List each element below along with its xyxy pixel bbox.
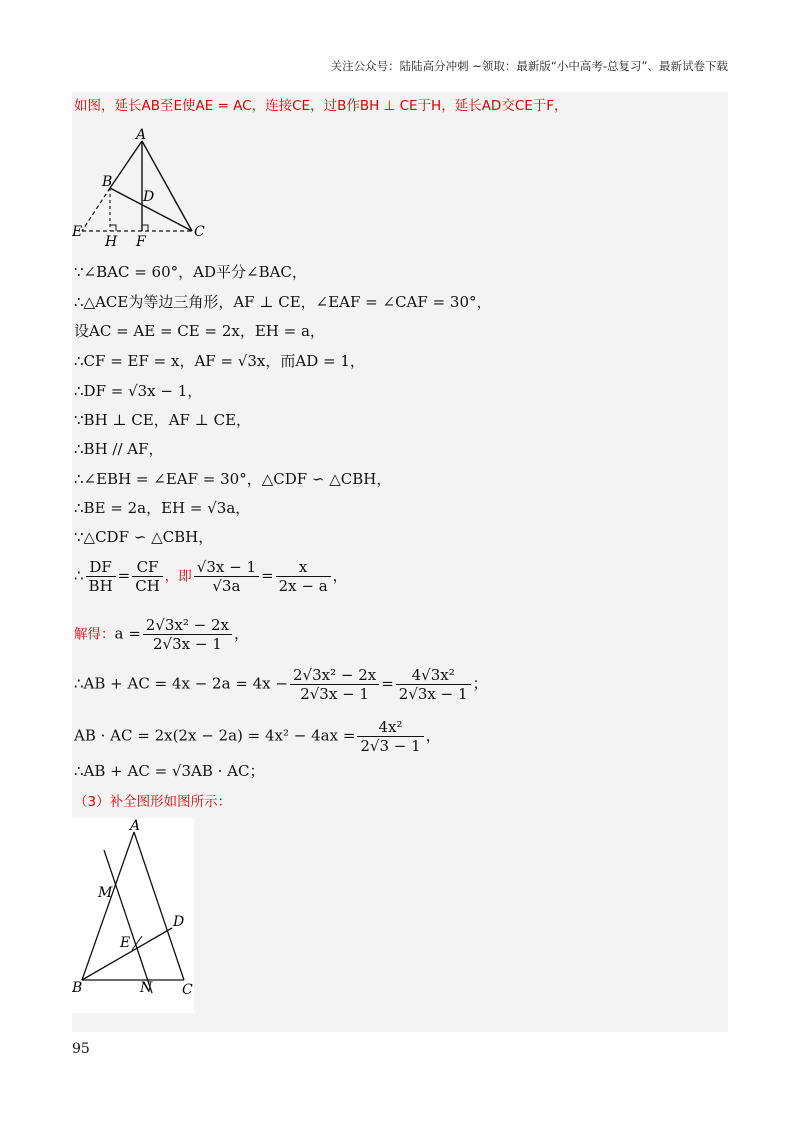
frac-13a [290, 666, 379, 703]
frac-num: √3x − 1 [194, 558, 259, 577]
label-C: C [182, 982, 193, 998]
eq-sign: = [261, 566, 274, 585]
line-8: ∴∠EBH = ∠EAF = 30°，△CDF ∽ △CBH， [74, 470, 392, 488]
page-number: 95 [72, 1041, 90, 1057]
label-M: M [98, 885, 113, 901]
line-12 [74, 616, 249, 653]
label-D: D [143, 189, 155, 205]
frac-den: CH [135, 577, 160, 595]
l11-prefix: ∴ [74, 566, 84, 585]
ji-text: ，即 [164, 568, 192, 585]
frac-num: x [276, 558, 331, 577]
line-15: ∴AB + AC = √3AB · AC； [74, 762, 265, 780]
right-angle-F [142, 225, 148, 231]
frac-den: 2√3x − 1 [300, 685, 369, 703]
frac-a [143, 616, 232, 653]
frac-DF-BH [86, 558, 116, 595]
figure-1 [72, 125, 212, 250]
label-A: A [130, 818, 141, 834]
frac-den: BH [88, 577, 113, 595]
label-B: B [102, 174, 113, 190]
frac-den: 2x − a [278, 577, 328, 595]
label-N: N [140, 980, 153, 996]
seg-MN [104, 850, 152, 993]
l13-prefix: ∴AB + AC = 4x − 2a = 4x − [74, 674, 288, 693]
comma: ， [234, 624, 250, 643]
seg-BE [82, 188, 110, 231]
seg-AC [134, 832, 184, 980]
a-eq: a = [114, 624, 141, 643]
frac-den: 2√3 − 1 [360, 737, 421, 755]
frac-CF-CH [132, 558, 163, 595]
line-16: （3）补全图形如图所示： [74, 794, 232, 810]
label-D: D [173, 914, 185, 930]
frac-num: 2√3x² − 2x [290, 666, 379, 685]
frac-num: DF [86, 558, 116, 577]
figure-2-panel [72, 818, 194, 1013]
eq-sign: = [117, 566, 131, 585]
line-1: ∵∠BAC = 60°，AD平分∠BAC， [74, 263, 307, 281]
line-6: ∵BH ⊥ CE，AF ⊥ CE， [74, 411, 252, 429]
line-9: ∴BE = 2a，EH = √3a， [74, 499, 251, 517]
right-angle-H [110, 225, 116, 231]
l14-prefix: AB · AC = 2x(2x − 2a) = 4x² − 4ax = [74, 726, 356, 745]
line-14 [74, 718, 441, 755]
label-E: E [120, 935, 131, 951]
line-7: ∴BH // AF， [74, 440, 164, 458]
frac-num: 4x² [357, 718, 423, 737]
frac-den: 2√3x − 1 [153, 635, 222, 653]
line-13 [74, 666, 488, 703]
seg-AB [110, 141, 142, 188]
figure-2 [72, 818, 194, 1013]
intro-text: 如图，延长AB至E使AE = AC，连接CE，过B作BH ⊥ CE于H，延长AD交CE于F， [74, 98, 568, 114]
frac-num: CF [132, 558, 163, 577]
line-5: ∴DF = √3x − 1， [74, 382, 203, 400]
page-header: 关注公众号：陆陆高分冲刺 ~领取：最新版“小中高考-总复习”、最新试卷下载 [330, 59, 728, 73]
line-2: ∴△ACE为等边三角形，AF ⊥ CE，∠EAF = ∠CAF = 30°， [74, 293, 492, 311]
line-3: 设AC = AE = CE = 2x，EH = a， [74, 322, 325, 340]
label-H: H [105, 234, 118, 250]
line-4: ∴CF = EF = x，AF = √3x，而AD = 1， [74, 352, 365, 370]
frac-x [276, 558, 331, 595]
frac-14 [357, 718, 423, 755]
label-E: E [72, 224, 83, 240]
eq-sign: = [381, 674, 394, 693]
comma: ， [425, 726, 441, 745]
frac-den: 2√3x − 1 [398, 685, 468, 703]
frac-den: √3a [212, 577, 241, 595]
line-11 [74, 558, 348, 595]
frac-num: 2√3x² − 2x [143, 616, 232, 635]
label-B: B [72, 980, 83, 996]
label-C: C [194, 224, 205, 240]
frac-sqrt [194, 558, 259, 595]
comma: ， [332, 566, 348, 585]
semicolon: ； [472, 674, 488, 693]
solve-label: 解得： [74, 626, 115, 643]
frac-13b [396, 666, 471, 703]
label-A: A [136, 127, 147, 143]
frac-num: 4√3x² [396, 666, 471, 685]
label-F: F [136, 234, 146, 250]
line-10: ∵△CDF ∽ △CBH， [74, 528, 214, 546]
seg-AB [82, 832, 134, 980]
